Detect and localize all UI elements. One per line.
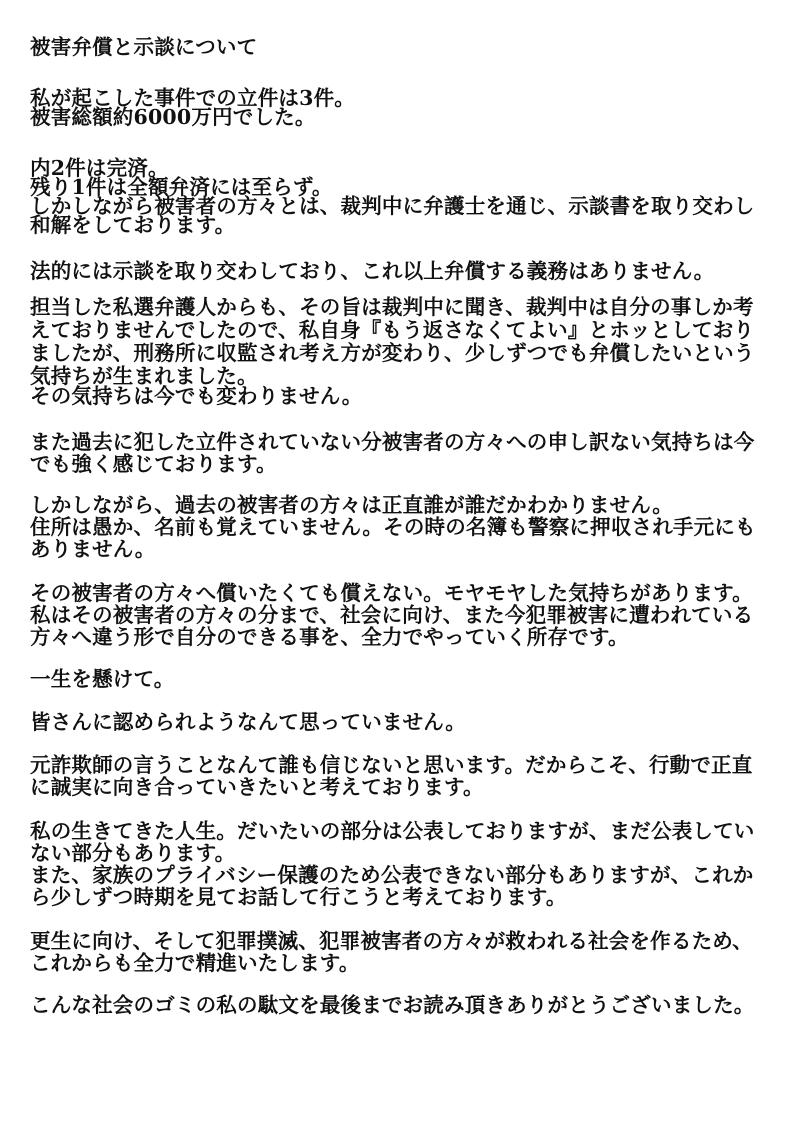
text-line: 被害総額約6000万円でした。 (30, 105, 316, 129)
text-line: ら少しずつ時期を見てお話して行こうと考えております。 (30, 885, 567, 909)
text-line: 和解をしております。 (30, 213, 236, 237)
text-line: また、家族のプライバシー保護のため公表できない部分もありますが、これか (30, 863, 754, 887)
text-line: 担当した私選弁護人からも、その旨は裁判中に聞き、裁判中は自分の事しか考 (30, 295, 754, 319)
text-line: 一生を懸けて。 (30, 667, 175, 691)
text-line: 住所は愚か、名前も覚えていません。その時の名簿も警察に押収され手元にも (30, 515, 756, 539)
text-line: 内2件は完済。 (30, 156, 169, 180)
text-line: 更生に向け、そして犯罪撲滅、犯罪被害者の方々が救われる社会を作るため、 (30, 929, 753, 953)
text-line: 方々へ違う形で自分のできる事を、全力でやっていく所存です。 (30, 625, 629, 649)
text-line: しかしながら、過去の被害者の方々は正直誰が誰だかわかりません。 (30, 493, 673, 517)
text-line: 私はその被害者の方々の分まで、社会に向け、また今犯罪被害に遭われている (30, 603, 754, 627)
text-line: えておりませんでしたので、私自身『もう返さなくてよい』とホッとしており (30, 318, 755, 342)
text-line: 元詐欺師の言うことなんて誰も信じないと思います。だからこそ、行動で正直 (30, 753, 753, 777)
text-line: 気持ちが生まれました。 (30, 364, 258, 388)
text-line: に誠実に向き合っていきたいと考えております。 (30, 775, 484, 799)
document-title: 被害弁償と示談について (30, 35, 258, 59)
text-line: でも強く感じております。 (30, 452, 277, 476)
text-line: その被害者の方々へ償いたくても償えない。モヤモヤした気持ちがあります。 (30, 581, 753, 605)
text-line: こんな社会のゴミの私の駄文を最後までお読み頂きありがとうございました。 (30, 993, 755, 1017)
text-line: また過去に犯した立件されていない分被害者の方々への申し訳ない気持ちは今 (30, 430, 755, 454)
text-line: ましたが、刑務所に収監され考え方が変わり、少しずつでも弁償したいという (30, 341, 755, 365)
text-line: 残り1件は全額弁済には至らず。 (30, 175, 333, 199)
text-line: これからも全力で精進いたします。 (30, 951, 360, 975)
text-line: ありません。 (30, 537, 156, 561)
text-line: ない部分もあります。 (30, 841, 236, 865)
text-line: しかしながら被害者の方々とは、裁判中に弁護士を通じ、示談書を取り交わし (30, 194, 755, 218)
document-page (30, 0, 790, 1127)
text-line: 皆さんに認められようなんて思っていません。 (30, 710, 466, 734)
text-line: 私が起こした事件での立件は3件。 (30, 86, 355, 110)
text-line: 私の生きてきた人生。だいたいの部分は公表しておりますが、まだ公表してい (30, 819, 755, 843)
text-line: 法的には示談を取り交わしており、これ以上弁償する義務はありません。 (30, 259, 715, 283)
text-line: その気持ちは今でも変わりません。 (30, 384, 363, 408)
